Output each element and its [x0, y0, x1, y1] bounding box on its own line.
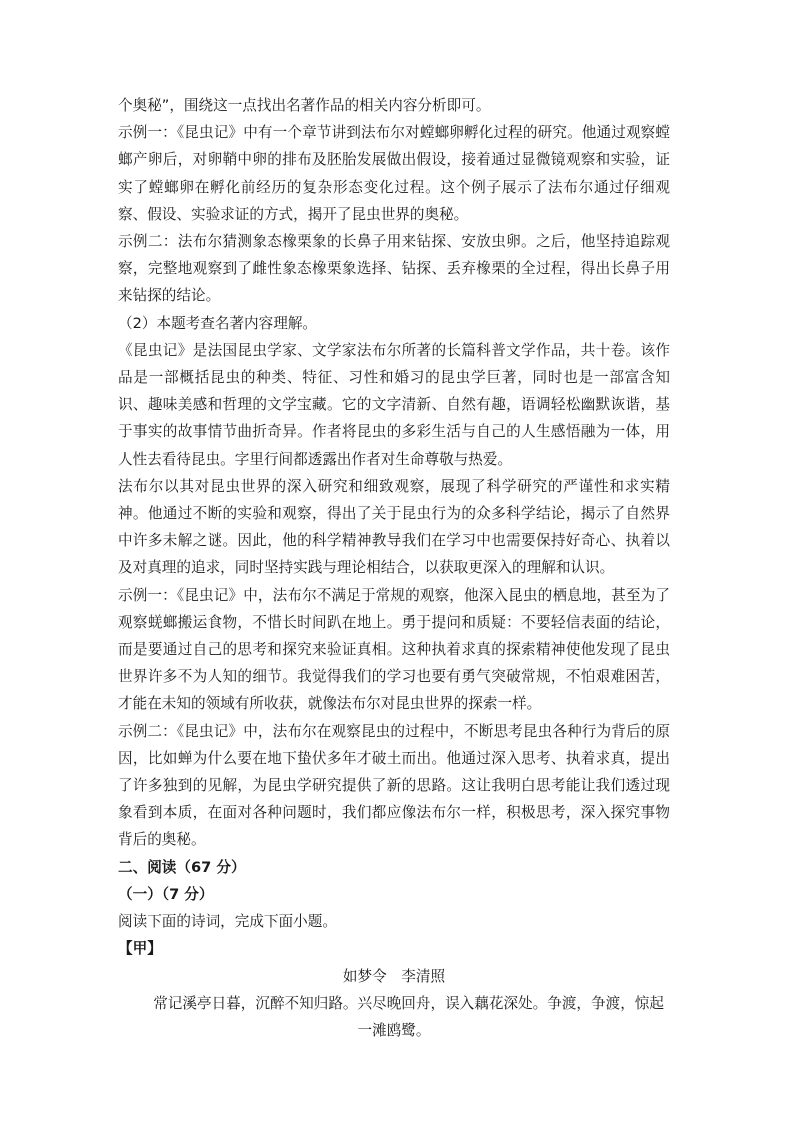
- paragraph-book-introduction: 《昆虫记》是法国昆虫学家、文学家法布尔所著的长篇科普文学作品，共十卷。该作品是一部概括昆虫的种类、特征、习性和婚习的昆虫学巨著，同时也是一部富含知识、趣味美感和哲理的文学宝藏。它的文字清新、自然有趣，语调轻松幽默诙谐，基于事实的故事情节曲折奇异。作者将昆虫的多彩生活与自己的人生感悟融为一体，用人性去看待昆虫。字里行间都透露出作者对生命尊敬与热爱。: [118, 341, 670, 468]
- subsection-title: （一）（7 分）: [118, 885, 214, 903]
- paragraph-question-2-header: （2）本题考查名著内容理解。: [118, 314, 318, 332]
- document-page: [118, 92, 670, 1044]
- paragraph-example-one-dung-beetle: 示例一：《昆虫记》中，法布尔不满足于常规的观察，他深入昆虫的栖息地，甚至为了观察蜣螂搬运食物，不惜长时间趴在地上。勇于提问和质疑：不要轻信表面的结论，而是要通过自己的思考和探究来验证真相。这种执着求真的探索精神使他发现了昆虫世界许多不为人知的细节。我觉得我们的学习也要有勇气突破常规，不怕艰难困苦，才能在未知的领域有所收获，就像法布尔对昆虫世界的探索一样。: [118, 586, 670, 713]
- poem-title: 如梦令 李清照: [342, 967, 446, 985]
- poem-body: 常记溪亭日暮，沉醉不知归路。兴尽晚回舟，误入藕花深处。争渡，争渡，惊起一滩鸥鹭。: [153, 994, 664, 1039]
- paragraph-example-one-mantis: 示例一：《昆虫记》中有一个章节讲到法布尔对螳螂卵孵化过程的研究。他通过观察螳螂产卵后，对卵鞘中卵的排布及胚胎发展做出假设，接着通过显微镜观察和实验，证实了螳螂卵在孵化前经历的复杂形态变化过程。这个例子展示了法布尔通过仔细观察、假设、实验求证的方式，揭开了昆虫世界的奥秘。: [118, 124, 670, 223]
- section-title: 二、阅读（67 分）: [118, 858, 246, 876]
- reading-instruction: 阅读下面的诗词，完成下面小题。: [118, 913, 337, 931]
- paragraph-scientific-spirit: 法布尔以其对昆虫世界的深入研究和细致观察，展现了科学研究的严谨性和求实精神。他通过不断的实验和观察，得出了关于昆虫行为的众多科学结论，揭示了自然界中许多未解之谜。因此，他的科学精神教导我们在学习中也需要保持好奇心、执着以及对真理的追求，同时坚持实践与理论相结合，以获取更深入的理解和认识。: [118, 477, 670, 577]
- paragraph-continuation: 个奥秘”，围绕这一点找出名著作品的相关内容分析即可。: [118, 97, 491, 114]
- label-jia: 【甲】: [118, 940, 162, 958]
- paragraph-example-two-cicada: 示例二：《昆虫记》中，法布尔在观察昆虫的过程中，不断思考昆虫各种行为背后的原因，比如蝉为什么要在地下蛰伏多年才破土而出。他通过深入思考、执着求真，提出了许多独到的见解，为昆虫学研究提供了新的思路。这让我明白思考能让我们透过现象看到本质，在面对各种问题时，我们都应像法布尔一样，积极思考，深入探究事物背后的奥秘。: [118, 722, 670, 849]
- paragraph-example-two-weevil: 示例二：法布尔猜测象态橡栗象的长鼻子用来钻探、安放虫卵。之后，他坚持追踪观察，完整地观察到了雌性象态橡栗象选择、钻探、丢弃橡栗的全过程，得出长鼻子用来钻探的结论。: [118, 233, 670, 305]
